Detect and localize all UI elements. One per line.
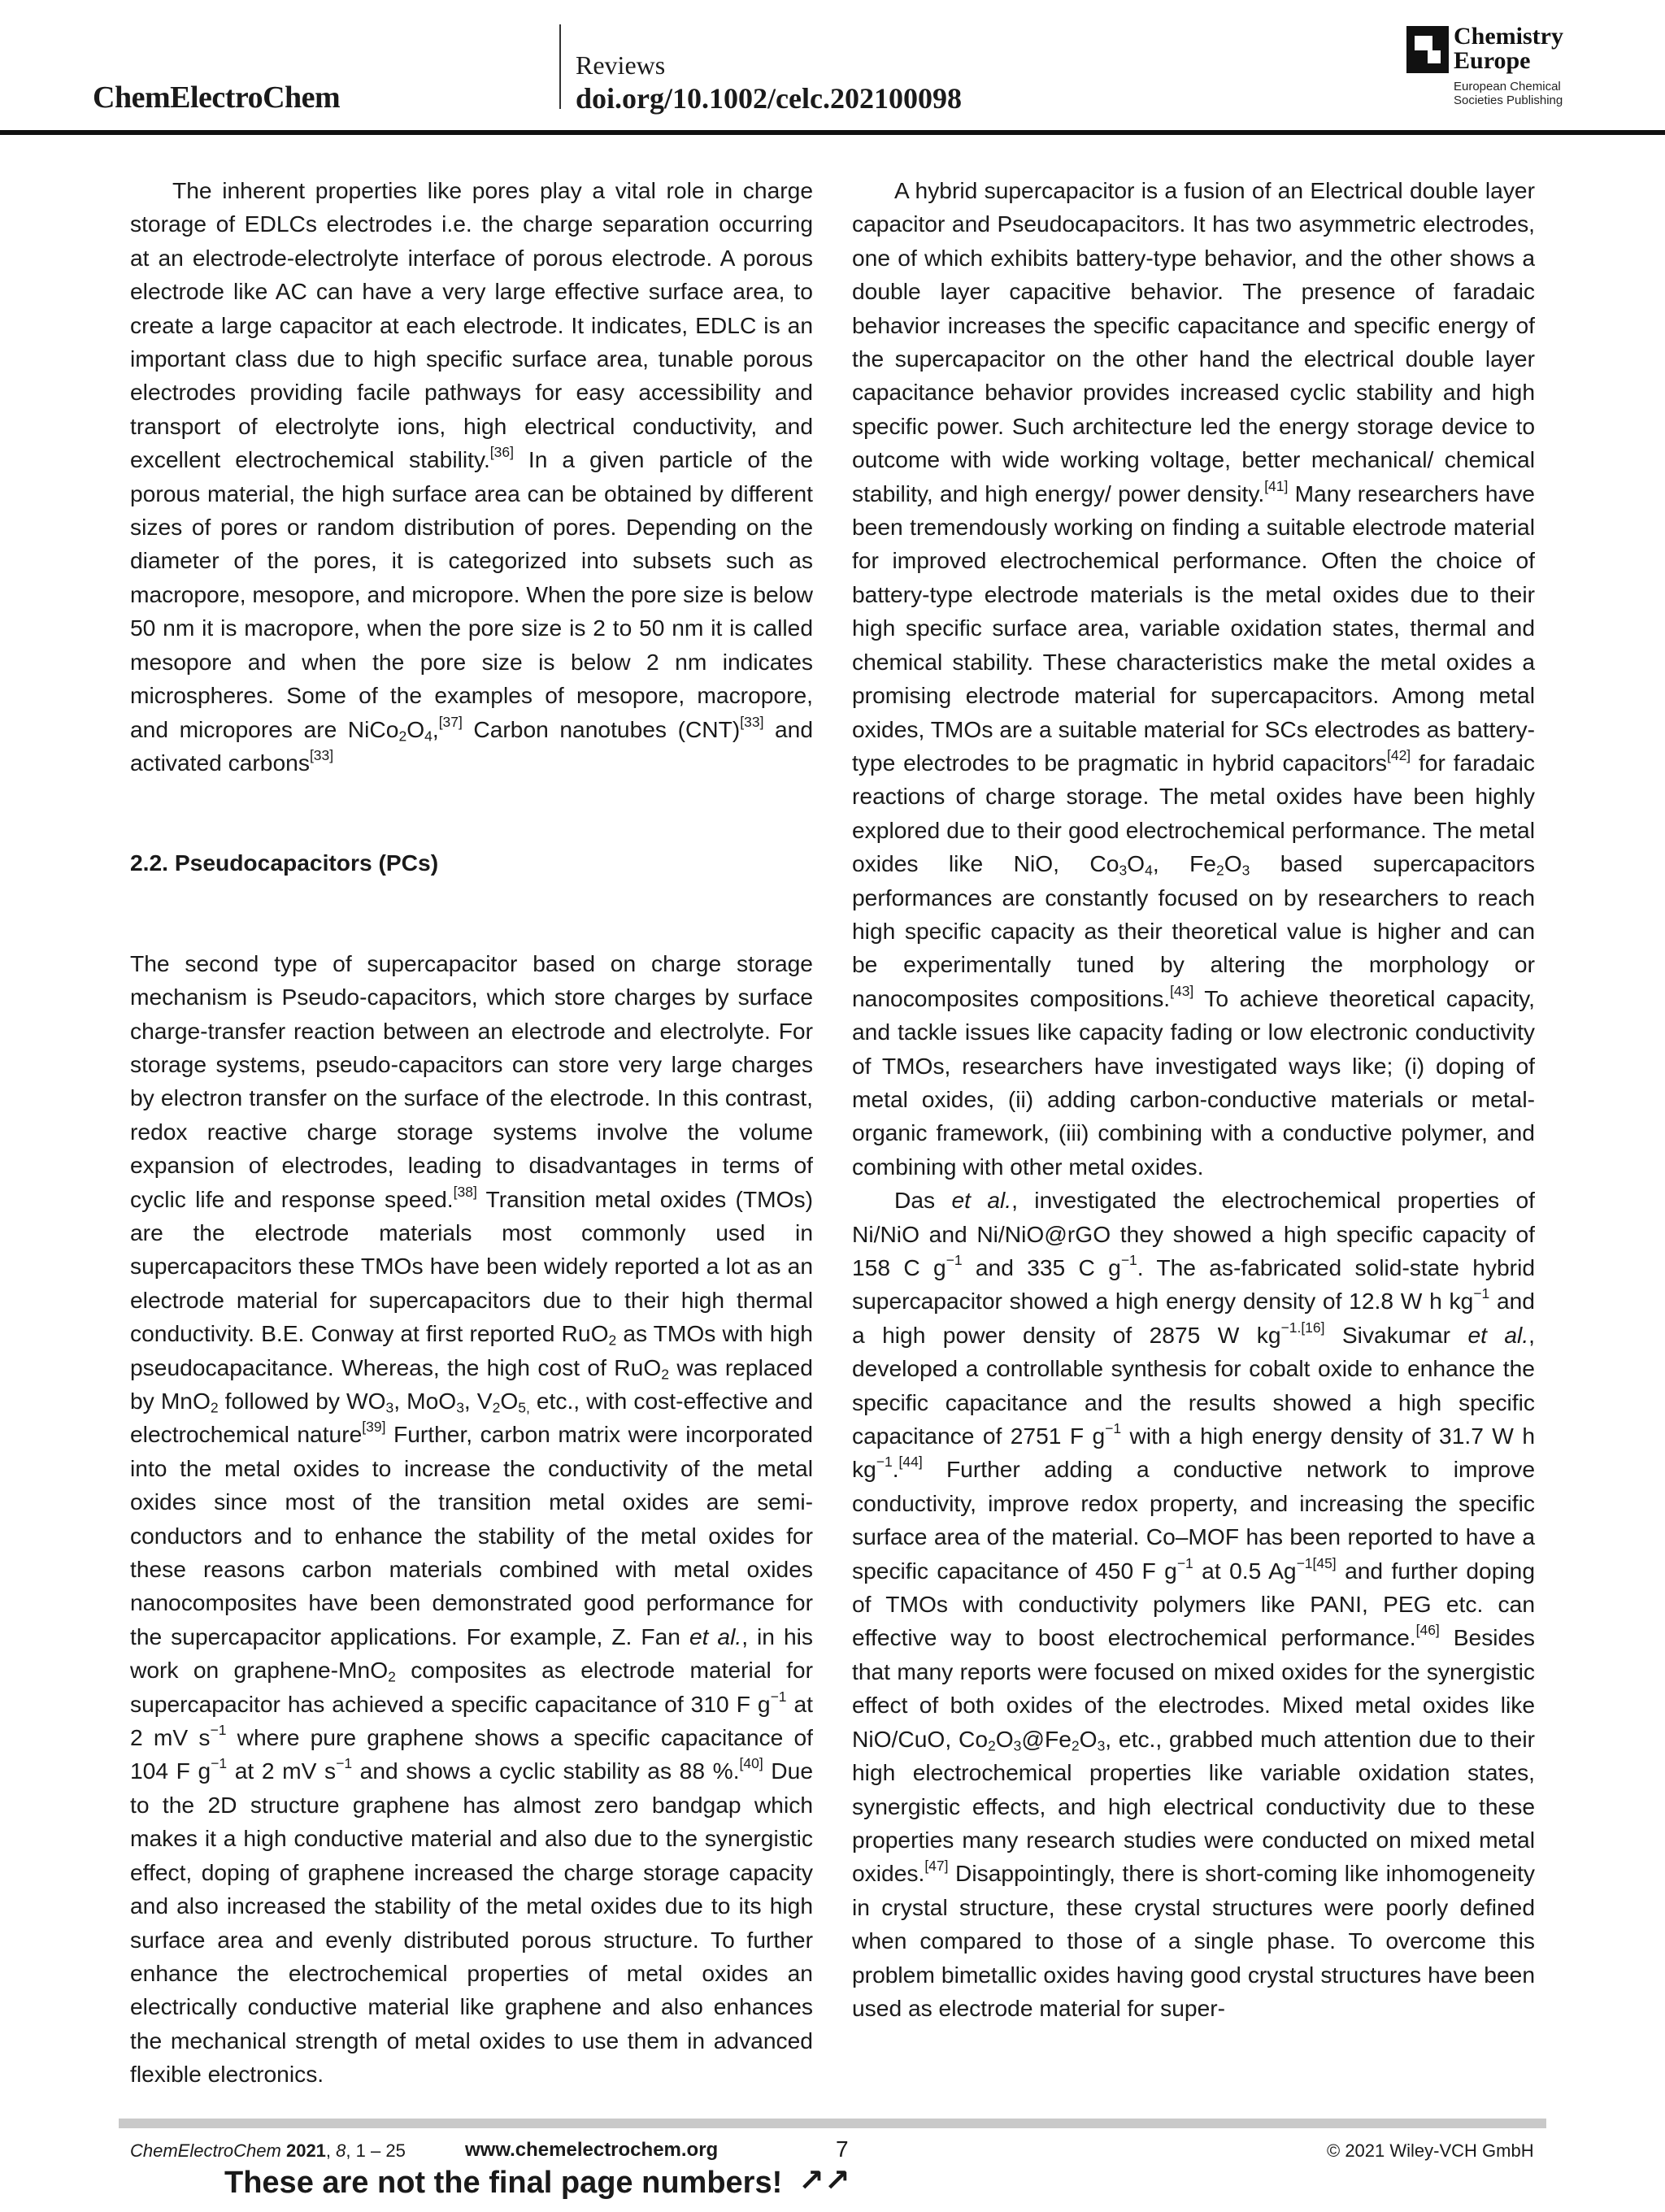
logo-subtitle [1454, 80, 1563, 107]
citation-43[interactable]: [43] [1170, 982, 1194, 999]
logo-sub-line-1: European Chemical [1454, 80, 1561, 93]
footer-citation: ChemElectroChem 2021, 8, 1 – 25 [130, 2140, 406, 2161]
citation-41[interactable]: [41] [1264, 477, 1289, 494]
footer-website-link[interactable]: www.chemelectrochem.org [465, 2139, 719, 2161]
logo-sub-line-2: Societies Publishing [1454, 93, 1563, 107]
citation-39[interactable]: [39] [362, 1419, 386, 1436]
citation-40[interactable]: [40] [739, 1755, 763, 1772]
citation-38[interactable]: [38] [453, 1183, 477, 1200]
citation-33b[interactable]: [33] [309, 746, 334, 763]
citation-46[interactable]: [46] [1415, 1622, 1440, 1639]
final-page-note: These are not the final page numbers! [224, 2166, 783, 2200]
copyright: © 2021 Wiley-VCH GmbH [1327, 2140, 1534, 2161]
citation-36[interactable]: [36] [489, 444, 514, 461]
paragraph-pseudocapacitors: The second type of supercapacitor based on charge storage mechanism is Pseudo-capacitors, which store charges by surface charge-transfer reaction between an electrode and electrolyte. For storage systems, pseudo-capacitors can store very large charges by electron transfer on the surface of the electrode. In this contrast, redox reactive charge storage systems involve the volume expansion of electrodes, leading to disadvantages in terms of cyclic life and response speed.[38] Transition metal oxides (TMOs) are the electrode materials most commonly used in supercapacitors these TMOs have been widely reported a lot as an electrode material for supercapacitors due to their high thermal conductivity. B.E. Conway at first reported RuO$_2$ as TMOs with high pseudocapacitance. Whereas, the high cost of RuO$_2$ was replaced by MnO$_2$ followed by $WO_3$, MoO$_3$, $V_2O_{5,}$ etc., with cost-effective and electrochemical nature[39] Further, carbon matrix were incorporated into the metal oxides to increase the conductivity of the metal oxides since most of the transition metal oxides are semi-conductors and to enhance the stability of the metal oxides for these reasons carbon materials combined with metal oxides nanocomposites have been demonstrated good performance for the supercapacitor applications. For example, Z. Fan et al., in his work on graphene-MnO$_2$ composites as electrode material for supercapacitor has achieved a specific capacitance of 310 F $g^{-1}$ at 2 mV $s^{-1}$ where pure graphene shows a specific capacitance of 104 F $g^{-1}$ at 2 mV $s^{-1}$ and shows a cyclic stability as 88 %.[40] Due to the 2D structure graphene has almost zero bandgap which makes it a high conductive material and also due to the synergistic effect, doping of graphene increased the charge storage capacity and also increased the stability of the metal oxides due to its high surface area and evenly distributed porous structure. To further enhance the electrochemical properties of metal oxides an electrically conductive material like graphene and also enhances the mechanical strength of metal oxides to use them in advanced flexible electronics. [130, 950, 814, 2088]
chemistry-europe-logo-icon [1406, 26, 1449, 73]
paragraph-eldc-pores: The inherent properties like pores play a vital role in charge storage of EDLCs electrodes i.e. the charge separation occurring at an electrode-electrolyte interface of porous electrode. A porous electrode like AC can have a very large effective surface area, to create a large capacitor at each electrode. It indicates, EDLC is an important class due to high specific surface area, tunable porous electrodes providing facile pathways for easy accessibility and transport of electrolyte ions, high electrical conductivity, and excellent electrochemical stability.[36] In a given particle of the porous material, the high surface area can be obtained by different sizes of pores or random distribution of pores. Depending on the diameter of the pores, it is categorized into subsets such as macropore, mesopore, and micropore. When the pore size is below 50 nm it is macropore, when the pore size is 2 to 50 nm it is called mesopore and when the pore size is below 2 nm indicates microspheres. Some of the examples of mesopore, macropore, and micropores are $NiCo_2O_4,[37]$ Carbon nanotubes (CNT)[33] and activated carbons[33] [130, 177, 814, 776]
citation-42[interactable]: [42] [1387, 746, 1411, 763]
citation-47[interactable]: [47] [924, 1858, 949, 1875]
footer-rule [119, 2119, 1546, 2128]
left-column [130, 174, 813, 2092]
header-rule [0, 130, 1665, 135]
paragraph-das-et-al: Das et al., investigated the electrochemical properties of Ni/NiO and Ni/NiO@rGO they showed a high specific capacity of 158 C $g^{-1}$ and 335 C $g^{-1}$. The as-fabricated solid-state hybrid supercapacitor showed a high energy density of 12.8 W h $kg^{-1}$ and a high power density of 2875 W $kg^{-1.[16]}$ Sivakumar et al., developed a controllable synthesis for cobalt oxide to enhance the specific capacitance and the results showed a high specific capacitance of 2751 F $g^{-1}$ with a high energy density of 31.7 W h $kg^{-1}.[44]$ Further adding a conductive network to improve conductivity, improve redox property, and increasing the specific surface area of the material. Co–MOF has been reported to have a specific capacitance of 450 F $g^{-1}$ at 0.5 $Ag^{-1[45]}$ and further doping of TMOs with conductivity polymers like PANI, PEG etc. can effective way to boost electrochemical performance.[46] Besides that many reports were focused on mixed oxides for the synergistic effect of both oxides of the electrodes. Mixed metal oxides like NiO/CuO, $Co_2O_3@Fe_2O_3$, etc., grabbed much attention due to their high electrochemical properties like variable oxidation states, synergistic effects, and high electrical conductivity due to these properties many research studies were conducted on mixed metal oxides.[47] Disappointingly, there is short-coming like inhomogeneity in crystal structure, these crystal structures were poorly defined when compared to those of a single phase. To overcome this problem bimetallic oxides having good crystal structures have been used as electrode material for super- [852, 1187, 1536, 2021]
chemistry-europe-logo [1406, 24, 1574, 114]
logo-line-2: Europe [1454, 47, 1531, 74]
right-column [852, 174, 1535, 2025]
citation-44[interactable]: [44] [898, 1454, 923, 1471]
logo-wordmark [1454, 24, 1563, 73]
doi-link[interactable]: doi.org/10.1002/celc.202100098 [576, 82, 962, 115]
paragraph-hybrid-supercapacitor: A hybrid supercapacitor is a fusion of an Electrical double layer capacitor and Pseudocapacitors. It has two asymmetric electrodes, one of which exhibits battery-type behavior, and the other shows a double layer capacitive behavior. The presence of faradaic behavior increases the specific capacitance and specific energy of the supercapacitor on the other hand the electrical double layer capacitance behavior provides increased cyclic stability and high specific power. Such architecture led the energy storage device to outcome with wide working voltage, better mechanical/ chemical stability, and high energy/ power density.[41] Many researchers have been tremendously working on finding a suitable electrode material for improved electrochemical performance. Often the choice of battery-type electrode materials is the metal oxides due to their high specific surface area, variable oxidation states, thermal and chemical stability. These characteristics make the metal oxides a promising electrode material for supercapacitors. Among metal oxides, TMOs are a suitable material for SCs electrodes as battery-type electrodes to be pragmatic in hybrid capacitors[42] for faradaic reactions of charge storage. The metal oxides have been highly explored due to their good electrochemical performance. The metal oxides like NiO, $Co_3O_4$, $Fe_2O_3$ based supercapacitors performances are constantly focused on by researchers to reach high specific capacity as their theoretical value is higher and can be experimentally tuned by altering the morphology or nanocomposites compositions.[43] To achieve theoretical capacity, and tackle issues like capacity fading or low electronic conductivity of TMOs, researchers have investigated ways like; (i) doping of metal oxides, (ii) adding carbon-conductive materials or metal-organic framework, (iii) combining with a conductive polymer, and combining with other metal oxides. [852, 177, 1536, 1180]
logo-line-1: Chemistry [1454, 23, 1563, 50]
page-number: 7 [836, 2136, 849, 2162]
journal-name: ChemElectroChem [93, 80, 341, 115]
article-type: Reviews [576, 50, 666, 80]
arrow-icon: ↗↗ [798, 2164, 850, 2198]
citation-33a[interactable]: [33] [740, 713, 764, 730]
citation-37[interactable]: [37] [438, 713, 463, 730]
header-divider [559, 24, 561, 109]
citation-16[interactable]: −1.[16] [1280, 1319, 1325, 1336]
section-heading-pseudocapacitors: 2.2. Pseudocapacitors (PCs) [130, 850, 439, 876]
citation-45[interactable]: −1[45] [1296, 1554, 1337, 1571]
